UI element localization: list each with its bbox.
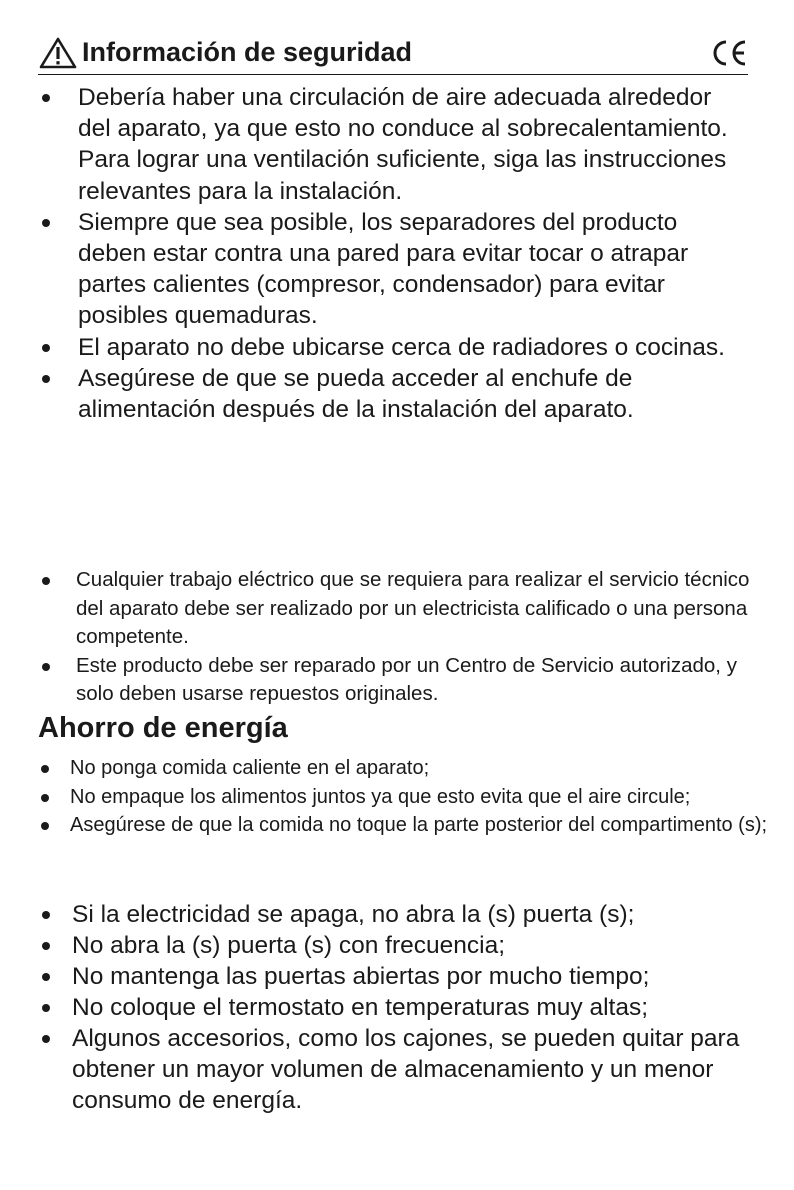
list-item: No mantenga las puertas abiertas por mucho tiempo; [38, 961, 768, 992]
list-item: Siempre que sea posible, los separadores del producto deben estar contra una pared para evitar tocar o atrapar partes calientes (compresor, condensador) para evitar posibles quemaduras. [38, 207, 748, 332]
list-item: No empaque los alimentos juntos ya que esto evita que el aire circule; [38, 785, 768, 811]
list-item: Debería haber una circulación de aire adecuada alrededor del aparato, ya que esto no conduce al sobrecalentamiento. Para lograr una ventilación suficiente, siga las instrucciones relevantes para la instalación. [38, 82, 748, 207]
list-item: Cualquier trabajo eléctrico que se requiera para realizar el servicio técnico del aparato debe ser realizado por un electricista calificado o una persona competente. [38, 566, 768, 652]
safety-list [38, 82, 748, 425]
list-item: Asegúrese de que la comida no toque la parte posterior del compartimento (s); [38, 813, 768, 839]
safety-list-2 [38, 566, 768, 709]
list-item: No coloque el termostato en temperaturas muy altas; [38, 992, 768, 1023]
warning-triangle-icon [38, 36, 78, 70]
page-title: Información de seguridad [82, 37, 413, 67]
list-item: No abra la (s) puerta (s) con frecuencia; [38, 930, 768, 961]
list-item: Asegúrese de que se pueda acceder al enchufe de alimentación después de la instalación del aparato. [38, 363, 748, 425]
list-item: No ponga comida caliente en el aparato; [38, 756, 768, 782]
list-item: Este producto debe ser reparado por un Centro de Servicio autorizado, y solo deben usarse repuestos originales. [38, 652, 768, 709]
section-title-energy: Ahorro de energía [38, 712, 288, 744]
list-item: Algunos accesorios, como los cajones, se pueden quitar para obtener un mayor volumen de almacenamiento y un menor consumo de energía. [38, 1023, 768, 1116]
list-item: El aparato no debe ubicarse cerca de radiadores o cocinas. [38, 332, 748, 363]
section-header-safety [38, 34, 748, 75]
ce-mark-icon [710, 38, 748, 68]
energy-list-large [38, 899, 768, 1116]
energy-list-small [38, 756, 768, 842]
list-item: Si la electricidad se apaga, no abra la (s) puerta (s); [38, 899, 768, 930]
